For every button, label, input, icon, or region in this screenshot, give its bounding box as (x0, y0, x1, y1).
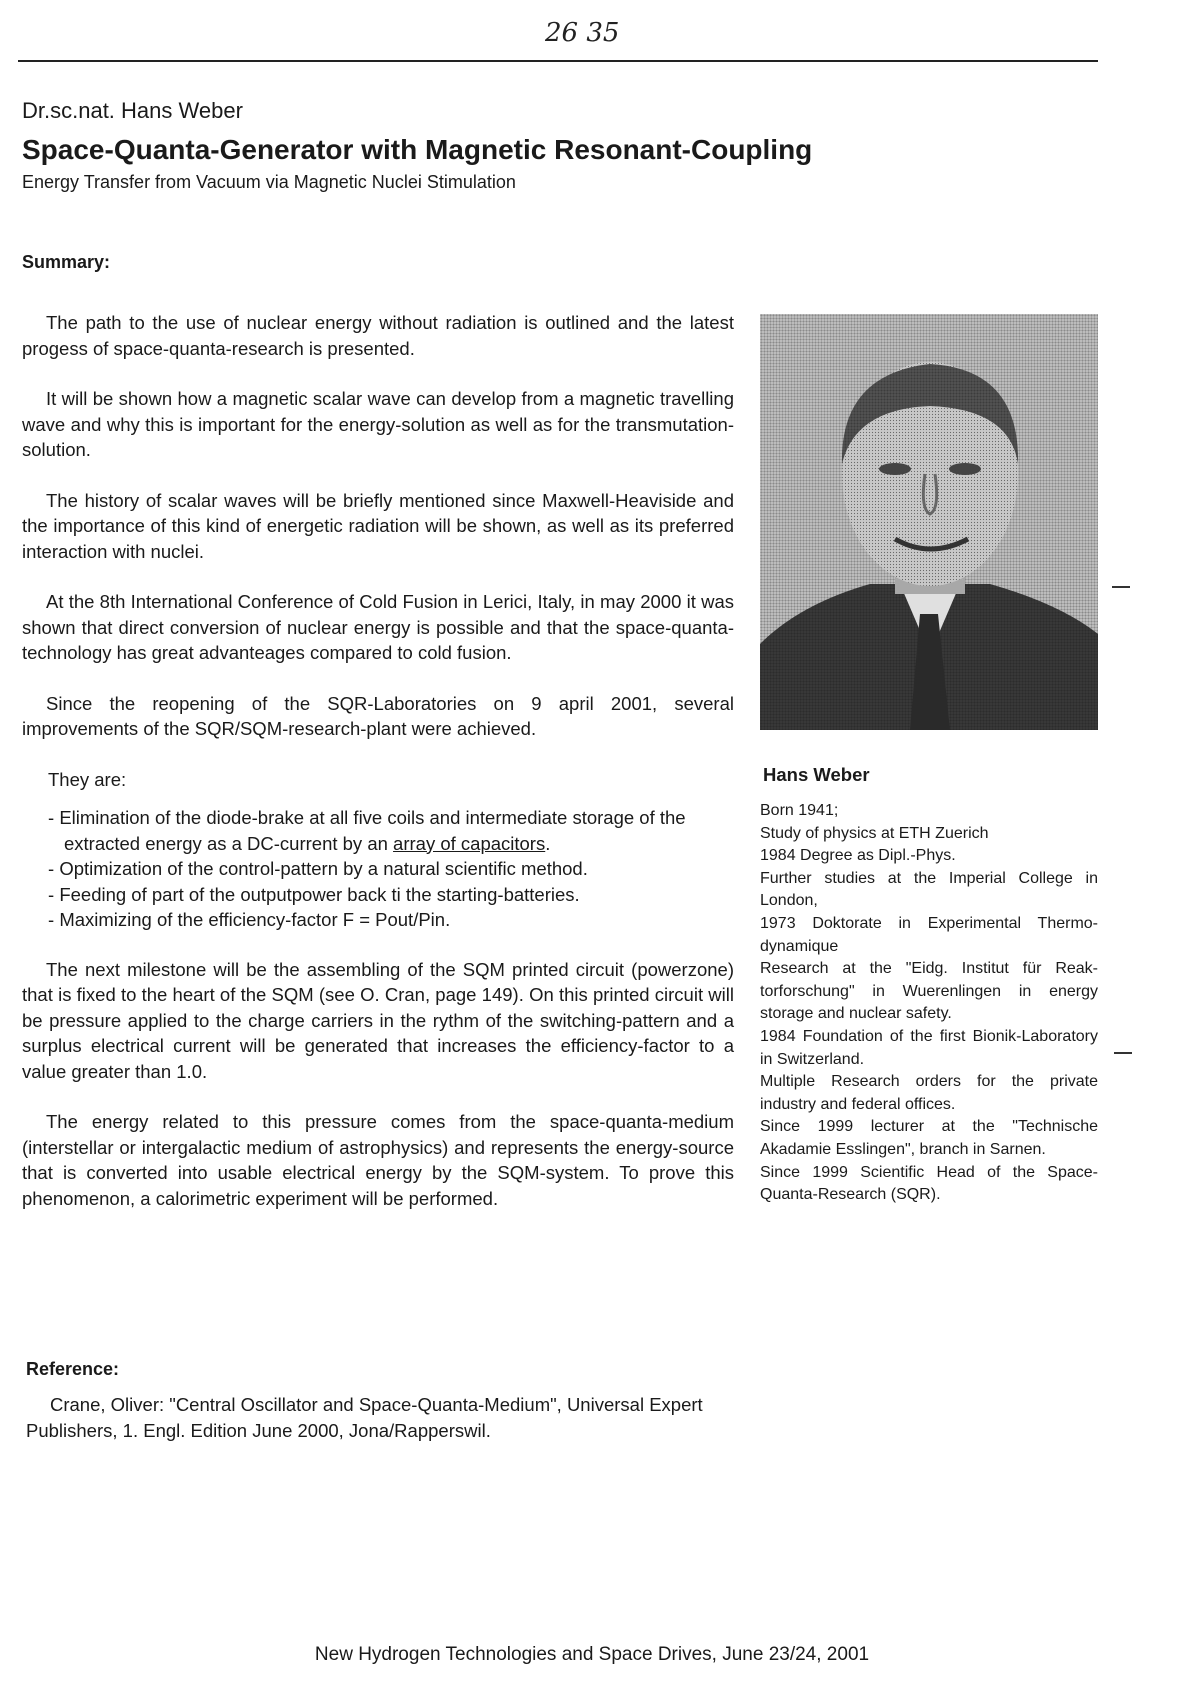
author-photo (760, 314, 1098, 730)
conference-footer: New Hydrogen Technologies and Space Drives, June 23/24, 2001 (314, 1644, 870, 1665)
summary-paragraph: At the 8th International Conference of Cold Fusion in Lerici, Italy, in may 2000 it was shown that direct conversion of nuclear energy is possible and that the space-quanta-technology has great advanteages compared to cold fusion. (22, 591, 734, 663)
summary-paragraph: The next milestone will be the assembling of the SQM printed circuit (powerzone) that is fixed to the heart of the SQM (see O. Cran, page 149). On this printed circuit will be pressure applied to the charge carriers in the rythm of the switching-pattern and a surplus electrical current will be generated that increases the efficiency-factor to a value greater than 1.0. (22, 958, 734, 1082)
bio-line: 1984 Foundation of the first Bionik-Laboratory in Switzerland. (760, 1027, 1098, 1068)
list-item (48, 805, 734, 856)
list-item: - Optimization of the control-pattern by a natural scientific method. (48, 856, 734, 882)
bio-line: Born 1941; (760, 802, 839, 819)
header-rule (18, 60, 1098, 62)
bio-text (760, 800, 1098, 1207)
paper-title: Space-Quanta-Generator with Magnetic Resonant-Coupling (22, 134, 813, 165)
summary-paragraph: The history of scalar waves will be briefly mentioned since Maxwell-Heaviside and the importance of this kind of energetic radiation will be shown, as well as its preferred interaction with nuclei. (22, 489, 734, 562)
reference-heading: Reference: (26, 1359, 120, 1379)
improvements-list (48, 805, 734, 933)
margin-mark (1114, 1052, 1132, 1054)
handwritten-page-number: 26 35 (545, 18, 620, 48)
summary-paragraph: Since the reopening of the SQR-Laboratories on 9 april 2001, several improvements of the SQR/SQM-research-plant were achieved. (22, 692, 734, 739)
author-line: Dr.sc.nat. Hans Weber (22, 98, 243, 123)
bio-line: 1984 Degree as Dipl.-Phys. (760, 847, 956, 865)
underlined-phrase: array of capacitors (393, 832, 546, 854)
bio-line: Research at the "Eidg. Institut für Reak-torforschung" in Wuerenlingen in energy storage and nuclear safety. (760, 960, 1098, 1023)
margin-mark (1112, 586, 1130, 588)
reference-text: Crane, Oliver: "Central Oscillator and Space-Quanta-Medium", Universal Expert Publishers, 1. Engl. Edition June 2000, Jona/Rapperswil. (26, 1394, 703, 1441)
bio-line: Multiple Research orders for the private industry and federal offices. (760, 1073, 1098, 1113)
summary-paragraph: It will be shown how a magnetic scalar wave can develop from a magnetic travelling wave and why this is important for the energy-solution as well as for the transmutation-solution. (22, 388, 734, 460)
list-item: - Maximizing of the efficiency-factor F = Pout/Pin. (48, 907, 734, 933)
bio-line: 1973 Doktorate in Experimental Thermo-dynamique (760, 914, 1098, 955)
list-intro: They are: (48, 768, 127, 790)
bio-line: Since 1999 Scientific Head of the Space-Quanta-Research (SQR). (760, 1163, 1098, 1204)
summary-paragraph: The path to the use of nuclear energy without radiation is outlined and the latest progess of space-quanta-research is presented. (22, 312, 734, 359)
list-item-text: Elimination of the diode-brake at all five coils and intermediate storage of the extracted energy as a DC-current by an (59, 807, 686, 854)
list-item: - Feeding of part of the outputpower back ti the starting-batteries. (48, 882, 734, 908)
list-item-text: . (545, 832, 551, 854)
summary-body (22, 310, 734, 1236)
bio-line: Further studies at the Imperial College in London, (760, 869, 1098, 910)
summary-paragraph: The energy related to this pressure comes from the space-quanta-medium (interstellar or intergalactic medium of astrophysics) and represents the energy-source that is converted into usable electrical energy by the SQM-system. To prove this phenomenon, a calorimetric experiment will be performed. (22, 1111, 734, 1209)
paper-subtitle: Energy Transfer from Vacuum via Magnetic Nuclei Stimulation (22, 172, 516, 192)
summary-heading: Summary: (22, 252, 111, 272)
bio-name: Hans Weber (763, 764, 870, 785)
bio-line: Since 1999 lecturer at the "Technische Akadamie Esslingen", branch in Sarnen. (760, 1118, 1098, 1158)
bio-line: Study of physics at ETH Zuerich (760, 824, 989, 842)
